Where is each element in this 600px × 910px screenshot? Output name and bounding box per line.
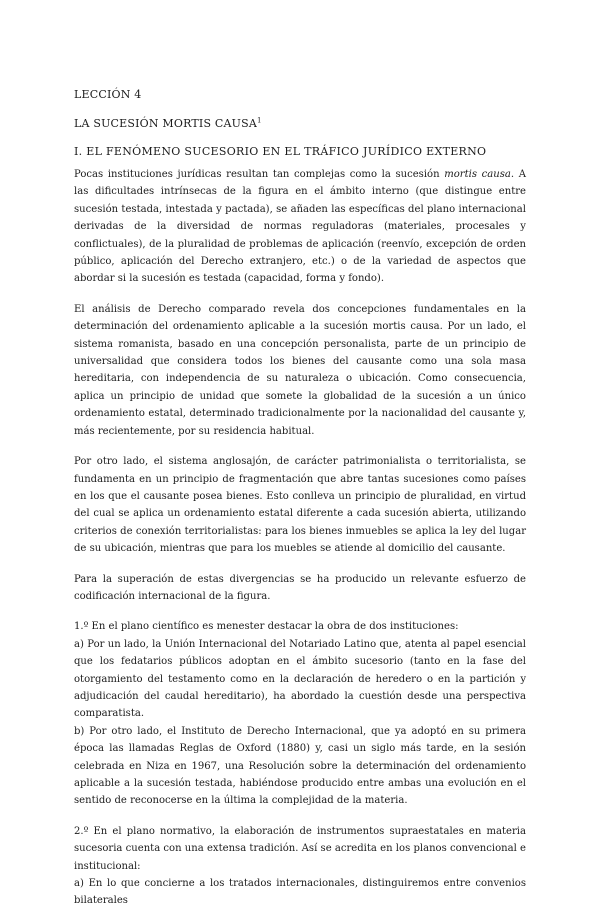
paragraph-notariado-latino: a) Por un lado, la Unión Internacional del Notariado Latino que, atenta al papel esencial que los fedatarios públicos adoptan en el ámbito sucesorio (tanto en la fase del otorgamiento del testamento como en la declaración de heredero o en la partición y adjudicación del caudal hereditario), ha abordado la cuestión desde una perspectiva comparatista.	[74, 638, 526, 720]
document-body	[74, 166, 526, 910]
chapter-title-text: LA SUCESIÓN MORTIS CAUSA	[74, 117, 258, 130]
paragraph-intro-end: . A las dificultades intrínsecas de la figura en el ámbito interno (que distingue entre sucesión testada, intestada y pactada), se añaden las específicas del plano internacional derivadas de la diversidad de normas reguladoras (materiales, procesales y conflictuales), de la pluralidad de problemas de aplicación (reenvío, excepción de orden público, aplicación del Derecho extranjero, etc.) o de la variedad de aspectos que abordar si la sucesión es testada (capacidad, forma y fondo).	[74, 169, 526, 285]
paragraph-treaties: a) En lo que concierne a los tratados internacionales, distinguiremos entre convenios bilaterales	[74, 878, 526, 907]
lesson-number: LECCIÓN 4	[74, 88, 142, 101]
paragraph-instituto-derecho: b) Por otro lado, el Instituto de Derecho Internacional, que ya adoptó en su primera época las llamadas Reglas de Oxford (1880) y, casi un siglo más tarde, en la sesión celebrada en Niza en 1967, una Resolución sobre la determinación del ordenamiento aplicable a la sucesión testada, habiéndose producido entre ambas una evolución en el sentido de reconocerse en la última la complejidad de la materia.	[74, 725, 526, 807]
paragraph-comparative-law: El análisis de Derecho comparado revela dos concepciones fundamentales en la determinación del ordenamiento aplicable a la sucesión mortis causa. Por un lado, el sistema romanista, basado en una concepción personalista, parte de un principio de universalidad que considera todos los bienes del causante como una sola masa hereditaria, con independencia de su naturaleza o ubicación. Como consecuencia, aplica un principio de unidad que somete la globalidad de la sucesión a un único ordenamiento estatal, determinado tradicionalmente por la nacionalidad del causante y, más recientemente, por su residencia habitual.	[74, 303, 526, 437]
footnote-marker: 1	[257, 116, 262, 125]
paragraph-anglo-saxon-system: Por otro lado, el sistema anglosajón, de carácter patrimonialista o territorialista, se fundamenta en un principio de fragmentación que abre tantas sucesiones como países en los que el causante posea bienes. Esto conlleva un principio de pluralidad, en virtud del cual se aplica un ordenamiento estatal diferente a cada sucesión abierta, utilizando criterios de conexión territorialistas: para los bienes inmuebles se aplica la ley del lugar de su ubicación, mientras que para los muebles se atiende al domicilio del causante.	[74, 456, 526, 555]
paragraph-intro-start: Pocas instituciones jurídicas resultan tan complejas como la sucesión	[74, 169, 445, 180]
paragraph-scientific-plane: 1.º En el plano científico es menester destacar la obra de dos instituciones:	[74, 621, 459, 633]
paragraph-codification: Para la superación de estas divergencias se ha producido un relevante esfuerzo de codificación internacional de la figura.	[74, 573, 526, 602]
italic-term: mortis causa	[444, 169, 511, 180]
paragraph-normative-plane: 2.º En el plano normativo, la elaboración de instrumentos supraestatales en materia sucesoria cuenta con una extensa tradición. Así se acredita en los planos convencional e institucional:	[74, 825, 526, 872]
chapter-title	[74, 115, 262, 132]
section-heading: I. EL FENÓMENO SUCESORIO EN EL TRÁFICO JURÍDICO EXTERNO	[74, 145, 487, 158]
paragraph-intro	[74, 166, 526, 288]
